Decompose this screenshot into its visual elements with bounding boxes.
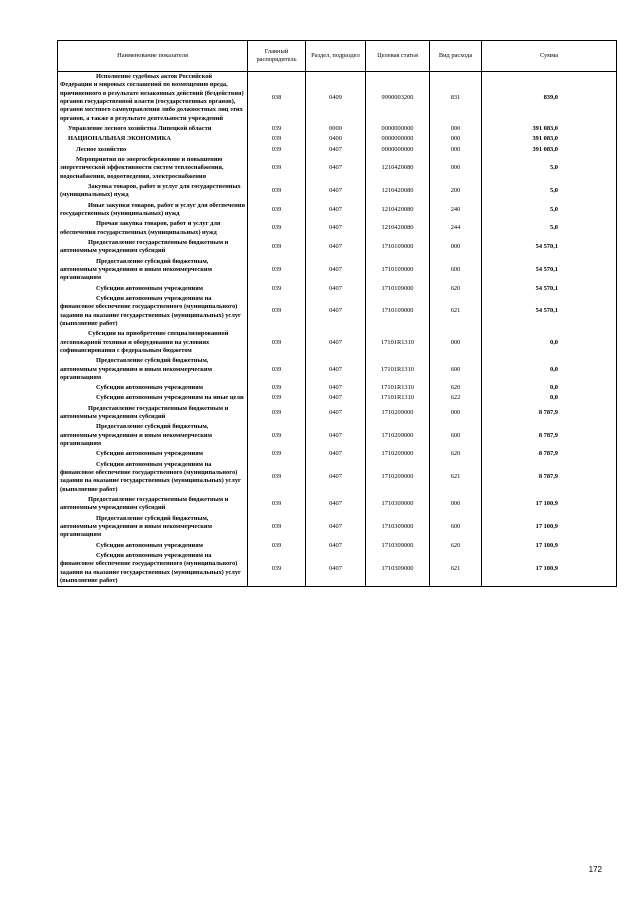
- cell-section: 0407: [306, 404, 366, 423]
- cell-type: 621: [430, 551, 482, 587]
- cell-sum: 17 100,9: [482, 514, 617, 541]
- cell-target: 1710109000: [366, 284, 430, 294]
- cell-target: 1710309000: [366, 514, 430, 541]
- cell-sum: 54 570,1: [482, 284, 617, 294]
- table-row: [58, 155, 617, 182]
- cell-section: 0407: [306, 284, 366, 294]
- cell-admin: 039: [248, 219, 306, 238]
- cell-section: 0407: [306, 257, 366, 284]
- cell-section: 0407: [306, 238, 366, 257]
- cell-target: 9990003200: [366, 72, 430, 124]
- cell-admin: 039: [248, 238, 306, 257]
- cell-name: Предоставление государственным бюджетным и автономным учреждениям субсидий: [58, 495, 248, 514]
- cell-type: 000: [430, 495, 482, 514]
- cell-name: Субсидии автономным учреждениям на иные цели: [58, 393, 248, 403]
- cell-name: НАЦИОНАЛЬНАЯ ЭКОНОМИКА: [58, 134, 248, 144]
- cell-type: 240: [430, 201, 482, 220]
- cell-sum: 5,0: [482, 155, 617, 182]
- table-row: [58, 514, 617, 541]
- cell-admin: 039: [248, 284, 306, 294]
- cell-sum: 391 083,0: [482, 124, 617, 134]
- table-row: [58, 201, 617, 220]
- cell-admin: 039: [248, 329, 306, 356]
- cell-section: 0407: [306, 551, 366, 587]
- cell-section: 0000: [306, 124, 366, 134]
- cell-target: 1710209000: [366, 460, 430, 495]
- table-row: [58, 541, 617, 551]
- cell-sum: 17 100,9: [482, 551, 617, 587]
- cell-type: 600: [430, 257, 482, 284]
- cell-name: Субсидии автономным учреждениям на финансовое обеспечение государственного (муниципального) задания на оказание государственных (муниципальных) услуг (выполнение работ): [58, 551, 248, 587]
- cell-section: 0407: [306, 219, 366, 238]
- cell-type: 600: [430, 514, 482, 541]
- cell-name: Предоставление субсидий бюджетным, автономным учреждениям и иным некоммерческим организациям: [58, 514, 248, 541]
- table-row: [58, 404, 617, 423]
- cell-section: 0407: [306, 383, 366, 393]
- cell-target: 1710209000: [366, 449, 430, 459]
- cell-target: 17101R1310: [366, 356, 430, 383]
- cell-sum: 8 787,9: [482, 449, 617, 459]
- cell-type: 620: [430, 449, 482, 459]
- cell-type: 600: [430, 422, 482, 449]
- cell-type: 620: [430, 284, 482, 294]
- cell-target: 17101R1310: [366, 393, 430, 403]
- cell-sum: 54 570,1: [482, 294, 617, 329]
- cell-target: 1710109000: [366, 257, 430, 284]
- cell-admin: 039: [248, 541, 306, 551]
- cell-admin: 038: [248, 72, 306, 124]
- cell-type: 000: [430, 124, 482, 134]
- table-row: [58, 393, 617, 403]
- cell-type: 244: [430, 219, 482, 238]
- budget-table: [57, 40, 617, 587]
- cell-target: 1210420080: [366, 219, 430, 238]
- cell-target: 1710109000: [366, 238, 430, 257]
- cell-type: 620: [430, 541, 482, 551]
- cell-admin: 039: [248, 356, 306, 383]
- cell-type: 621: [430, 294, 482, 329]
- table-row: [58, 134, 617, 144]
- table-row: [58, 449, 617, 459]
- cell-admin: 039: [248, 294, 306, 329]
- cell-admin: 039: [248, 134, 306, 144]
- table-row: [58, 294, 617, 329]
- cell-sum: 0,0: [482, 356, 617, 383]
- cell-type: 622: [430, 393, 482, 403]
- cell-sum: 5,0: [482, 219, 617, 238]
- cell-target: 0000000000: [366, 124, 430, 134]
- cell-sum: 0,0: [482, 393, 617, 403]
- cell-admin: 039: [248, 201, 306, 220]
- cell-name: Мероприятия по энергосбережению и повышению энергетической эффективности систем теплоснабжения, водоснабжения, водоотведения, электроснабжения: [58, 155, 248, 182]
- header-sum: Сумма: [482, 41, 617, 72]
- table-header-row: [58, 41, 617, 72]
- table-row: [58, 422, 617, 449]
- cell-name: Субсидии автономным учреждениям на финансовое обеспечение государственного (муниципального) задания на оказание государственных (муниципальных) услуг (выполнение работ): [58, 294, 248, 329]
- cell-target: 1710209000: [366, 404, 430, 423]
- cell-admin: 039: [248, 145, 306, 155]
- cell-sum: 391 083,0: [482, 134, 617, 144]
- cell-name: Управление лесного хозяйства Липецкой области: [58, 124, 248, 134]
- cell-section: 0407: [306, 514, 366, 541]
- cell-name: Иные закупки товаров, работ и услуг для обеспечения государственных (муниципальных) нужд: [58, 201, 248, 220]
- cell-sum: 17 100,9: [482, 495, 617, 514]
- cell-name: Исполнение судебных актов Российской Федерации и мировых соглашений по возмещению вреда, причиненного в результате незаконных действий (бездействия) органов государственной власти (государственных органов), органов местного самоуправления либо должностных лиц этих органов, а также в результате деятельности учреждений: [58, 72, 248, 124]
- cell-section: 0407: [306, 155, 366, 182]
- cell-section: 0407: [306, 201, 366, 220]
- header-name: Наименование показателя: [58, 41, 248, 72]
- cell-target: 1210420080: [366, 182, 430, 201]
- cell-target: 1710209000: [366, 422, 430, 449]
- table-row: [58, 495, 617, 514]
- cell-admin: 039: [248, 460, 306, 495]
- cell-name: Лесное хозяйство: [58, 145, 248, 155]
- cell-admin: 039: [248, 422, 306, 449]
- table-row: [58, 72, 617, 124]
- cell-section: 0407: [306, 294, 366, 329]
- cell-section: 0407: [306, 393, 366, 403]
- table-row: [58, 329, 617, 356]
- cell-name: Предоставление государственным бюджетным и автономным учреждениям субсидий: [58, 238, 248, 257]
- table-row: [58, 551, 617, 587]
- cell-section: 0407: [306, 329, 366, 356]
- cell-sum: 391 083,0: [482, 145, 617, 155]
- table-row: [58, 284, 617, 294]
- cell-section: 0407: [306, 495, 366, 514]
- cell-admin: 039: [248, 495, 306, 514]
- cell-name: Субсидии автономным учреждениям: [58, 383, 248, 393]
- cell-name: Субсидии автономным учреждениям: [58, 449, 248, 459]
- cell-sum: 0,0: [482, 329, 617, 356]
- cell-admin: 039: [248, 182, 306, 201]
- cell-sum: 17 100,9: [482, 541, 617, 551]
- cell-target: 0000000000: [366, 134, 430, 144]
- cell-type: 621: [430, 460, 482, 495]
- table-row: [58, 145, 617, 155]
- table-row: [58, 356, 617, 383]
- cell-type: 000: [430, 238, 482, 257]
- cell-target: 1210420080: [366, 155, 430, 182]
- table-row: [58, 383, 617, 393]
- cell-target: 1710309000: [366, 551, 430, 587]
- cell-admin: 039: [248, 404, 306, 423]
- cell-target: 0000000000: [366, 145, 430, 155]
- cell-type: 000: [430, 155, 482, 182]
- cell-sum: 54 570,1: [482, 257, 617, 284]
- cell-name: Субсидии автономным учреждениям на финансовое обеспечение государственного (муниципального) задания на оказание государственных (муниципальных) услуг (выполнение работ): [58, 460, 248, 495]
- cell-section: 0407: [306, 356, 366, 383]
- cell-type: 200: [430, 182, 482, 201]
- header-admin: Главный распорядитель: [248, 41, 306, 72]
- cell-name: Предоставление субсидий бюджетным, автономным учреждениям и иным некоммерческим организациям: [58, 422, 248, 449]
- cell-target: 17101R1310: [366, 329, 430, 356]
- cell-admin: 039: [248, 449, 306, 459]
- cell-sum: 8 787,9: [482, 404, 617, 423]
- cell-section: 0407: [306, 145, 366, 155]
- cell-admin: 039: [248, 383, 306, 393]
- cell-name: Предоставление субсидий бюджетным, автономным учреждениям и иным некоммерческим организациям: [58, 257, 248, 284]
- cell-target: 17101R1310: [366, 383, 430, 393]
- header-section: Раздел, подраздел: [306, 41, 366, 72]
- cell-admin: 039: [248, 514, 306, 541]
- table-body: [58, 72, 617, 587]
- cell-type: 000: [430, 145, 482, 155]
- cell-sum: 5,0: [482, 182, 617, 201]
- cell-admin: 039: [248, 124, 306, 134]
- table-row: [58, 238, 617, 257]
- cell-admin: 039: [248, 257, 306, 284]
- cell-name: Предоставление субсидий бюджетным, автономным учреждениям и иным некоммерческим организациям: [58, 356, 248, 383]
- cell-sum: 8 787,9: [482, 422, 617, 449]
- page-number: 172: [588, 865, 602, 874]
- cell-name: Прочая закупка товаров, работ и услуг для обеспечения государственных (муниципальных) нужд: [58, 219, 248, 238]
- cell-admin: 039: [248, 393, 306, 403]
- cell-target: 1210420080: [366, 201, 430, 220]
- cell-type: 831: [430, 72, 482, 124]
- cell-type: 000: [430, 134, 482, 144]
- cell-sum: 0,0: [482, 383, 617, 393]
- cell-name: Предоставление государственным бюджетным и автономным учреждениям субсидий: [58, 404, 248, 423]
- cell-sum: 839,0: [482, 72, 617, 124]
- table-row: [58, 219, 617, 238]
- header-type: Вид расхода: [430, 41, 482, 72]
- cell-admin: 039: [248, 551, 306, 587]
- cell-target: 1710309000: [366, 495, 430, 514]
- cell-type: 000: [430, 329, 482, 356]
- cell-target: 1710309000: [366, 541, 430, 551]
- cell-section: 0407: [306, 541, 366, 551]
- cell-section: 0409: [306, 72, 366, 124]
- cell-type: 620: [430, 383, 482, 393]
- table-row: [58, 182, 617, 201]
- cell-name: Субсидии автономным учреждениям: [58, 284, 248, 294]
- cell-target: 1710109000: [366, 294, 430, 329]
- cell-sum: 54 570,1: [482, 238, 617, 257]
- cell-name: Субсидии автономным учреждениям: [58, 541, 248, 551]
- cell-type: 600: [430, 356, 482, 383]
- cell-type: 000: [430, 404, 482, 423]
- table-row: [58, 257, 617, 284]
- cell-name: Закупка товаров, работ и услуг для государственных (муниципальных) нужд: [58, 182, 248, 201]
- table-row: [58, 460, 617, 495]
- cell-admin: 039: [248, 155, 306, 182]
- cell-section: 0407: [306, 460, 366, 495]
- header-target: Целевая статья: [366, 41, 430, 72]
- cell-sum: 5,0: [482, 201, 617, 220]
- cell-section: 0407: [306, 449, 366, 459]
- cell-section: 0407: [306, 182, 366, 201]
- cell-section: 0407: [306, 422, 366, 449]
- cell-sum: 8 787,9: [482, 460, 617, 495]
- cell-name: Субсидии на приобретение специализированной лесопожарной техники и оборудования на условиях софинансирования с федеральным бюджетом: [58, 329, 248, 356]
- cell-section: 0400: [306, 134, 366, 144]
- table-row: [58, 124, 617, 134]
